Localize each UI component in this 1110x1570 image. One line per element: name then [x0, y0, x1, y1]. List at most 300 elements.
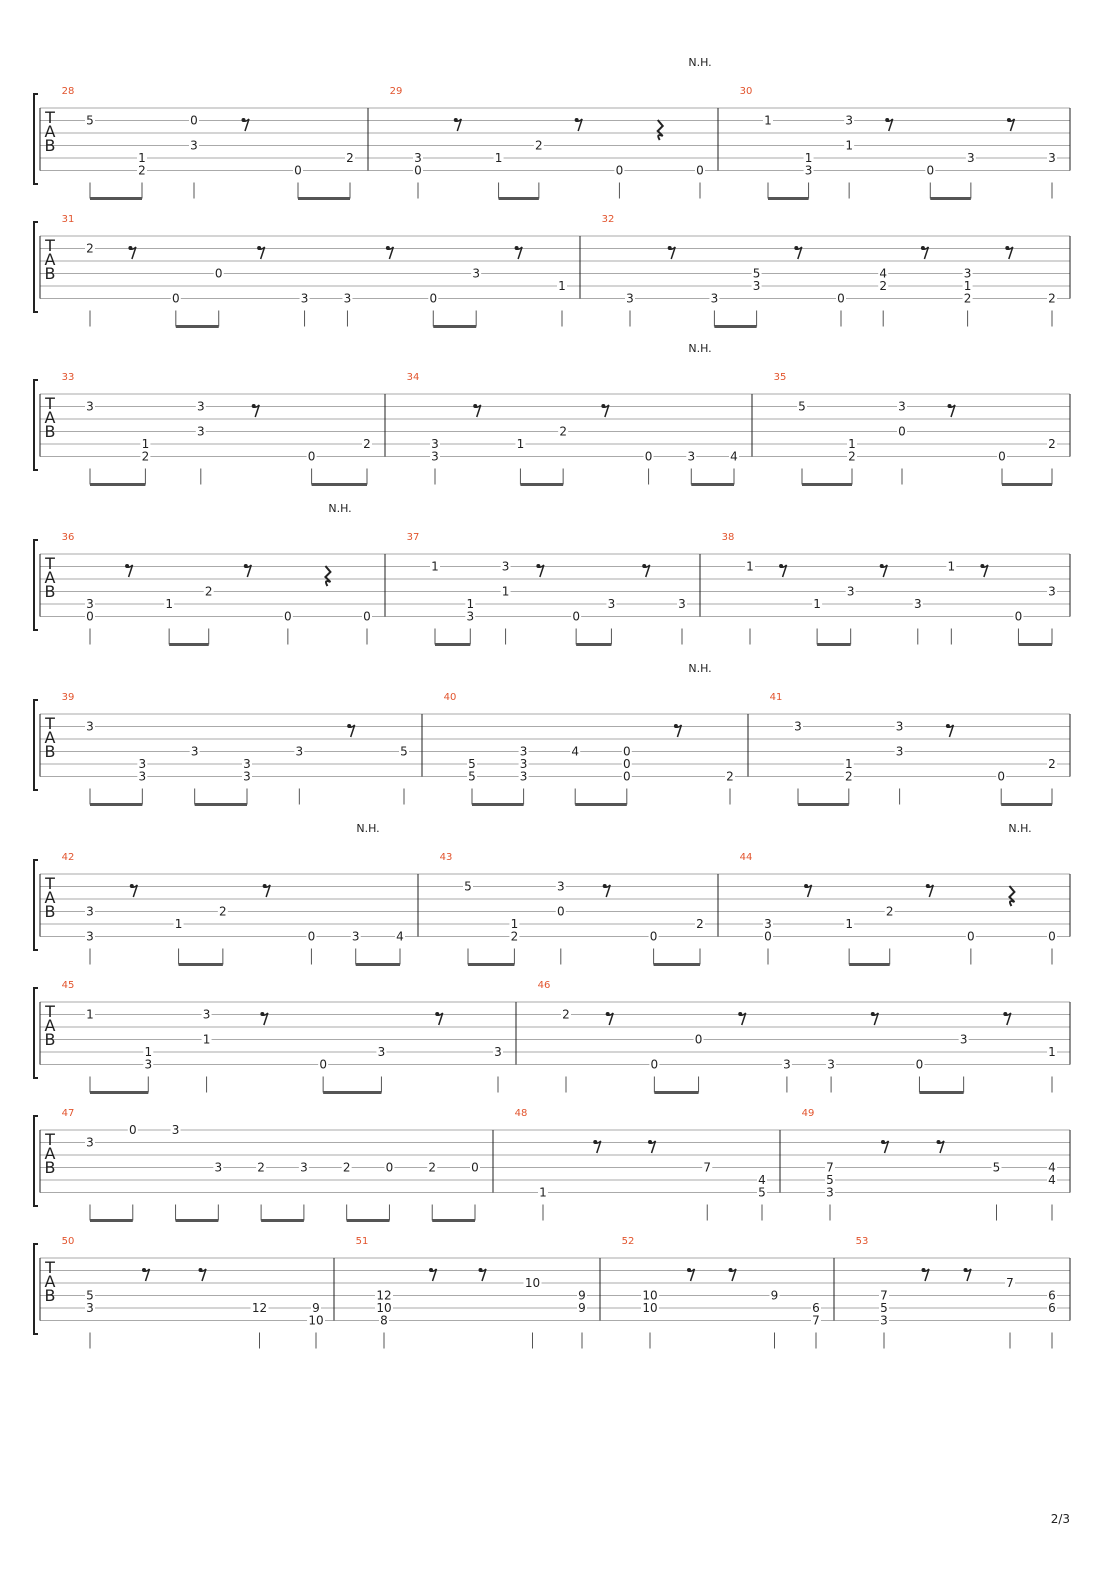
fret-number: 3: [783, 1057, 791, 1072]
tab-clef-letter: A: [44, 1272, 56, 1291]
fret-number: 3: [501, 559, 510, 574]
eighth-rest: [263, 884, 271, 897]
fret-number: 0: [926, 163, 935, 178]
eighth-rest: [347, 724, 355, 737]
fret-number: 2: [1048, 437, 1056, 451]
fret-number: 3: [466, 609, 475, 624]
fret-number: 0: [644, 449, 653, 464]
fret-number: 5: [880, 1301, 888, 1315]
fret-number: 3: [710, 291, 719, 306]
tab-system: [34, 214, 1070, 327]
fret-number: 1: [510, 917, 519, 931]
tab-clef-letter: A: [44, 1016, 56, 1035]
eighth-rest: [454, 118, 462, 131]
fret-number: 2: [86, 241, 94, 256]
fret-number: 1: [516, 437, 525, 451]
natural-harmonic-label: N.H.: [688, 662, 712, 675]
eighth-rest: [199, 1268, 207, 1281]
fret-number: 5: [86, 1288, 94, 1303]
eighth-rest: [386, 246, 394, 259]
eighth-rest: [642, 564, 650, 577]
tab-system: [34, 1108, 1070, 1221]
fret-number: 2: [885, 904, 894, 919]
fret-number: 4: [730, 449, 738, 464]
fret-number: 3: [196, 424, 205, 439]
fret-number: 2: [963, 291, 972, 306]
eighth-rest: [964, 1268, 972, 1281]
tab-system: [34, 662, 1070, 805]
fret-number: 2: [428, 1160, 437, 1175]
eighth-rest: [881, 1140, 889, 1153]
fret-number: 0: [556, 904, 565, 919]
fret-number: 3: [351, 929, 360, 944]
fret-number: 3: [519, 769, 528, 784]
fret-number: 1: [845, 138, 853, 153]
fret-number: 0: [363, 609, 371, 624]
fret-number: 1: [86, 1007, 94, 1022]
fret-number: 0: [171, 291, 180, 306]
eighth-rest: [130, 884, 138, 897]
fret-number: 3: [86, 597, 94, 611]
eighth-rest: [885, 118, 893, 131]
fret-number: 3: [687, 449, 696, 464]
measure-number: 49: [801, 1108, 815, 1119]
fret-number: 9: [770, 1288, 779, 1303]
fret-number: 0: [967, 929, 975, 944]
eighth-rest: [479, 1268, 487, 1281]
natural-harmonic-label: N.H.: [688, 342, 712, 355]
fret-number: 3: [431, 437, 439, 451]
fret-number: 3: [414, 151, 422, 165]
tab-clef-letter: A: [44, 122, 56, 141]
fret-number: 3: [214, 1160, 223, 1175]
measure-number: 52: [621, 1236, 635, 1247]
fret-number: 9: [578, 1301, 586, 1315]
fret-number: 4: [1048, 1173, 1056, 1187]
fret-number: 2: [559, 424, 567, 439]
fret-number: 3: [202, 1007, 211, 1022]
fret-number: 3: [607, 597, 616, 611]
fret-number: 3: [472, 266, 481, 281]
fret-number: 4: [571, 744, 580, 759]
tab-clef-letter: T: [45, 1258, 55, 1277]
tab-system: [34, 56, 1070, 199]
fret-number: 3: [519, 757, 528, 771]
fret-number: 0: [898, 424, 906, 439]
fret-number: 0: [284, 609, 292, 624]
tab-clef-letter: B: [44, 742, 56, 761]
fret-number: 7: [826, 1160, 834, 1175]
fret-number: 3: [913, 597, 922, 611]
fret-number: 3: [86, 904, 94, 919]
fret-number: 1: [558, 279, 566, 293]
fret-number: 10: [308, 1313, 324, 1328]
fret-number: 3: [1048, 151, 1056, 165]
eighth-rest: [980, 564, 988, 577]
fret-number: 7: [880, 1288, 888, 1303]
measure-number: 30: [739, 86, 753, 97]
tab-clef-letter: A: [44, 728, 56, 747]
eighth-rest: [593, 1140, 601, 1153]
measure-number: 40: [443, 692, 457, 703]
fret-number: 1: [202, 1032, 211, 1047]
fret-number: 3: [898, 399, 906, 414]
fret-number: 3: [895, 744, 904, 759]
tab-clef-letter: A: [44, 888, 56, 907]
eighth-rest: [242, 118, 250, 131]
fret-number: 10: [642, 1288, 658, 1303]
fret-number: 2: [1048, 291, 1056, 306]
eighth-rest: [142, 1268, 150, 1281]
system-bracket: [34, 540, 38, 630]
measure-number: 41: [769, 692, 783, 703]
fret-number: 0: [307, 929, 316, 944]
fret-number: 3: [86, 929, 94, 944]
eighth-rest: [880, 564, 888, 577]
eighth-rest: [603, 884, 611, 897]
fret-number: 1: [466, 597, 475, 611]
fret-number: 6: [1048, 1288, 1056, 1303]
eighth-rest: [794, 246, 802, 259]
fret-number: 6: [812, 1301, 820, 1315]
fret-number: 0: [998, 449, 1006, 464]
measure-number: 32: [601, 214, 615, 225]
fret-number: 3: [86, 399, 94, 414]
fret-number: 2: [726, 769, 734, 784]
eighth-rest: [125, 564, 133, 577]
tab-system: [34, 980, 1070, 1093]
fret-number: 2: [879, 279, 888, 293]
fret-number: 0: [414, 163, 422, 178]
eighth-rest: [871, 1012, 879, 1025]
fret-number: 3: [343, 291, 352, 306]
eighth-rest: [252, 404, 260, 417]
tab-clef-letter: A: [44, 250, 56, 269]
fret-number: 0: [307, 449, 316, 464]
measure-number: 36: [61, 532, 75, 543]
tab-clef-letter: B: [44, 264, 56, 283]
tab-clef-letter: A: [44, 568, 56, 587]
quarter-rest: [658, 120, 663, 140]
system-bracket: [34, 988, 38, 1078]
measure-number: 29: [389, 86, 403, 97]
fret-number: 0: [622, 757, 631, 771]
fret-number: 3: [300, 1160, 308, 1175]
measure-number: 48: [514, 1108, 528, 1119]
fret-number: 0: [694, 1032, 703, 1047]
fret-number: 0: [622, 769, 631, 784]
fret-number: 0: [997, 769, 1006, 784]
fret-number: 10: [642, 1301, 658, 1315]
fret-number: 1: [501, 584, 510, 599]
eighth-rest: [948, 404, 956, 417]
fret-number: 1: [1048, 1045, 1056, 1059]
fret-number: 1: [431, 559, 439, 574]
natural-harmonic-label: N.H.: [328, 502, 352, 515]
fret-number: 1: [813, 597, 821, 611]
measure-number: 47: [61, 1108, 75, 1119]
measure-number: 45: [61, 980, 75, 991]
eighth-rest: [648, 1140, 656, 1153]
fret-number: 8: [380, 1313, 388, 1328]
fret-number: 3: [86, 1135, 94, 1150]
fret-number: 3: [846, 584, 855, 599]
eighth-rest: [729, 1268, 737, 1281]
fret-number: 0: [86, 609, 94, 624]
fret-number: 2: [535, 138, 543, 153]
measure-number: 46: [537, 980, 551, 991]
fret-number: 3: [764, 917, 772, 931]
fret-number: 0: [128, 1123, 137, 1137]
system-bracket: [34, 1116, 38, 1206]
fret-number: 5: [798, 399, 806, 414]
fret-number: 2: [363, 437, 371, 451]
fret-number: 3: [138, 757, 147, 771]
system-bracket: [34, 380, 38, 470]
fret-number: 5: [464, 879, 472, 894]
fret-number: 3: [494, 1045, 502, 1059]
tab-system: [34, 342, 1070, 485]
eighth-rest: [473, 404, 481, 417]
tab-clef-letter: T: [45, 874, 55, 893]
fret-number: 5: [468, 769, 476, 784]
fret-number: 3: [295, 744, 304, 759]
fret-number: 2: [138, 163, 146, 178]
system-bracket: [34, 222, 38, 312]
quarter-rest: [1009, 886, 1014, 906]
fret-number: 3: [1048, 584, 1056, 599]
measure-number: 51: [355, 1236, 369, 1247]
fret-number: 3: [880, 1313, 888, 1328]
fret-number: 2: [1048, 757, 1056, 771]
fret-number: 1: [539, 1185, 547, 1200]
fret-number: 0: [319, 1057, 327, 1072]
eighth-rest: [668, 246, 676, 259]
eighth-rest: [937, 1140, 945, 1153]
measure-number: 37: [406, 532, 420, 543]
tab-clef-letter: T: [45, 1002, 55, 1021]
fret-number: 1: [174, 917, 183, 931]
tab-system: [34, 1236, 1070, 1349]
fret-number: 0: [764, 929, 772, 944]
fret-number: 0: [1014, 609, 1023, 624]
eighth-rest: [429, 1268, 437, 1281]
fret-number: 3: [138, 769, 147, 784]
fret-number: 0: [622, 744, 631, 759]
tab-clef-letter: A: [44, 408, 56, 427]
fret-number: 5: [992, 1160, 1001, 1175]
fret-number: 3: [752, 279, 761, 293]
fret-number: 0: [385, 1160, 394, 1175]
fret-number: 7: [703, 1160, 712, 1175]
fret-number: 0: [429, 291, 438, 306]
fret-number: 0: [615, 163, 624, 178]
fret-number: 3: [86, 1301, 94, 1315]
fret-number: 1: [963, 279, 972, 293]
fret-number: 3: [300, 291, 309, 306]
tab-system: [34, 822, 1070, 965]
tab-system: [34, 502, 1070, 645]
fret-number: 3: [243, 769, 251, 784]
fret-number: 0: [471, 1160, 479, 1175]
fret-number: 5: [468, 757, 476, 771]
fret-number: 5: [400, 744, 408, 759]
fret-number: 2: [562, 1007, 570, 1022]
measure-number: 50: [61, 1236, 75, 1247]
fret-number: 2: [257, 1160, 265, 1175]
fret-number: 1: [764, 113, 772, 128]
fret-number: 10: [524, 1276, 541, 1290]
fret-number: 3: [804, 163, 813, 178]
eighth-rest: [606, 1012, 614, 1025]
eighth-rest: [1007, 118, 1015, 131]
tab-clef-letter: B: [44, 136, 56, 155]
eighth-rest: [536, 564, 544, 577]
fret-number: 2: [204, 584, 213, 599]
tab-clef-letter: B: [44, 422, 56, 441]
fret-number: 0: [649, 929, 658, 944]
fret-number: 3: [190, 138, 198, 153]
fret-number: 12: [251, 1301, 268, 1315]
tab-clef-letter: B: [44, 1030, 56, 1049]
natural-harmonic-label: N.H.: [1008, 822, 1032, 835]
fret-number: 2: [342, 1160, 351, 1175]
fret-number: 2: [848, 449, 856, 464]
fret-number: 4: [758, 1173, 766, 1187]
fret-number: 3: [963, 266, 972, 281]
fret-number: 0: [214, 266, 223, 281]
fret-number: 12: [376, 1288, 392, 1303]
eighth-rest: [674, 724, 682, 737]
eighth-rest: [257, 246, 265, 259]
tab-clef-letter: T: [45, 1130, 55, 1149]
fret-number: 3: [86, 719, 94, 734]
fret-number: 3: [826, 1185, 834, 1200]
fret-number: 3: [827, 1057, 835, 1072]
eighth-rest: [1003, 1012, 1011, 1025]
eighth-rest: [738, 1012, 746, 1025]
fret-number: 3: [377, 1045, 386, 1059]
page-number: 2/3: [1050, 1512, 1070, 1526]
eighth-rest: [244, 564, 252, 577]
fret-number: 4: [879, 266, 888, 281]
fret-number: 3: [196, 399, 205, 414]
tab-clef-letter: T: [45, 108, 55, 127]
fret-number: 0: [190, 113, 198, 128]
tab-clef-letter: T: [45, 554, 55, 573]
fret-number: 6: [1048, 1301, 1056, 1315]
natural-harmonic-label: N.H.: [688, 56, 712, 69]
fret-number: 0: [915, 1057, 924, 1072]
fret-number: 3: [431, 449, 439, 464]
fret-number: 0: [1048, 929, 1056, 944]
tab-clef-letter: A: [44, 1144, 56, 1163]
fret-number: 2: [141, 449, 150, 464]
fret-number: 1: [494, 151, 503, 165]
fret-number: 1: [746, 559, 754, 574]
eighth-rest: [779, 564, 787, 577]
fret-number: 3: [171, 1123, 180, 1137]
tab-clef-letter: B: [44, 1158, 56, 1177]
fret-number: 3: [243, 757, 251, 771]
fret-number: 0: [650, 1057, 659, 1072]
fret-number: 1: [848, 437, 856, 451]
fret-number: 3: [967, 151, 975, 165]
fret-number: 2: [219, 904, 227, 919]
fret-number: 1: [141, 437, 150, 451]
eighth-rest: [575, 118, 583, 131]
measure-number: 44: [739, 852, 753, 863]
measure-number: 31: [61, 214, 75, 225]
measure-number: 43: [439, 852, 453, 863]
eighth-rest: [687, 1268, 695, 1281]
fret-number: 4: [396, 929, 404, 944]
tab-clef-letter: T: [45, 236, 55, 255]
fret-number: 1: [165, 597, 173, 611]
fret-number: 3: [794, 719, 802, 734]
tab-clef-letter: T: [45, 714, 55, 733]
fret-number: 5: [752, 266, 761, 281]
fret-number: 7: [812, 1313, 820, 1328]
fret-number: 2: [844, 769, 853, 784]
eighth-rest: [922, 1268, 930, 1281]
fret-number: 3: [144, 1057, 153, 1072]
fret-number: 5: [86, 113, 94, 128]
fret-number: 0: [572, 609, 580, 624]
measure-number: 35: [773, 372, 787, 383]
fret-number: 2: [696, 917, 704, 931]
eighth-rest: [1005, 246, 1013, 259]
measure-number: 34: [406, 372, 420, 383]
system-bracket: [34, 860, 38, 950]
eighth-rest: [601, 404, 609, 417]
fret-number: 1: [138, 151, 146, 165]
eighth-rest: [946, 724, 954, 737]
eighth-rest: [435, 1012, 443, 1025]
measure-number: 42: [61, 852, 75, 863]
tab-clef-letter: B: [44, 902, 56, 921]
measure-number: 28: [61, 86, 75, 97]
system-bracket: [34, 1244, 38, 1334]
quarter-rest: [325, 566, 330, 586]
fret-number: 4: [1048, 1160, 1056, 1175]
fret-number: 3: [190, 744, 199, 759]
natural-harmonic-label: N.H.: [356, 822, 380, 835]
measure-number: 39: [61, 692, 75, 703]
eighth-rest: [926, 884, 934, 897]
measure-number: 33: [61, 372, 75, 383]
fret-number: 3: [895, 719, 904, 734]
fret-number: 9: [312, 1301, 320, 1315]
fret-number: 1: [845, 917, 853, 931]
fret-number: 1: [947, 559, 956, 574]
fret-number: 1: [144, 1045, 153, 1059]
fret-number: 1: [804, 151, 813, 165]
fret-number: 0: [696, 163, 704, 178]
eighth-rest: [260, 1012, 268, 1025]
fret-number: 7: [1006, 1276, 1014, 1290]
fret-number: 0: [837, 291, 845, 306]
fret-number: 3: [959, 1032, 968, 1047]
measure-number: 53: [855, 1236, 869, 1247]
tab-clef-letter: B: [44, 582, 56, 601]
fret-number: 2: [510, 929, 519, 944]
fret-number: 1: [844, 757, 853, 771]
measure-number: 38: [721, 532, 735, 543]
fret-number: 2: [346, 151, 354, 165]
fret-number: 9: [578, 1288, 586, 1303]
fret-number: 3: [556, 879, 565, 894]
